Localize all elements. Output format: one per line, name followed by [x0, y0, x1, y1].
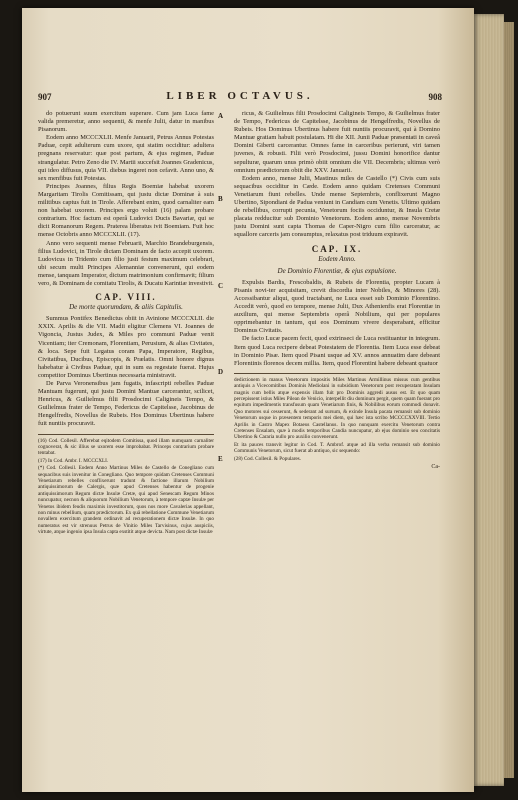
paragraph: Summus Pontifex Benedictus obiit in Avinione MCCCXLII. die XXIX. Aprilis & die VII. Madii eligitur Clemens VI. Joannes de Vigoncia, Justus Judex, & Miles pro communi Paduæ venit Vicentiam; iter Cremonam, Florentiam, Perusium, & alias Civitates, & loca. Sepe fuit Legatus coram Papa, Imperatore, Regibus, Civitatibus, Ducibus, Episcopis, & Prælatis. Omni honore dignus habebatur à Civibus Paduæ, qui in sum ea regestate fuerat. Hujus competitor Dominus Ubertinus necessaria ministravit.	[38, 315, 214, 379]
margin-letters	[216, 110, 230, 510]
paragraph: do potuerunt suum exercitum superare. Cum jam Luca fame valida premeretur, anno sequenti, & menfe Julii, datur in manibus Pisanorum.	[38, 110, 214, 134]
footnote: dedictionem in manus Venetorum impositis Miles Martinus Armillinus missus cum gentibus antiquis a Vicecomitibus Dominis Mediolani in subsidium Venetorum post recuperatam Insulam magnis cum bellis atque expensis illam fuit pro Dominis aggredi ausus est. Et quo quam percepissent istius Miles Pilean de Venicio, interpellit diu dominum pergit, quem quam fuerant pro equitum impedimentis transfusum quam Venetiarum finis, & Nobilibus eorum commodi donavit. Quo motores sui cesserunt, & sederant ad sursum, & exinde Insula pacata remansit sub dominio Venetorum usque in præsentem temporis mei diem, qui hæc ista scribo MCCCCXXVIII. Tertio Aprilis in Castro Mapex Botaeus Castellanus. In quo nunquam exercitu Venetorum contra Cretenses Ensalam, quæ à modis temporibus Candia nuncupatur, ab ejus dominio seu concitatis Ubertino & Cararia nullo pro auxilio convenerunt.	[234, 376, 440, 441]
running-title: LIBER OCTAVUS.	[166, 90, 314, 102]
footnote: (17) In Cod. Ambr. I. MCCCXLI.	[38, 457, 109, 464]
chapter-subtitle-2: De Dominio Florentiæ, & ejus expulsione.	[277, 266, 397, 275]
paragraph: De facto Lucæ pacem fecit, quod extrinseci de Luca restituantur in integrum. Item quod Luca recipere debeat Potestatem de Florentia. Item Luca esse debeat in Dominio Pisæ. Item quod Pisani usque ad XV. annos annuatim dare debeant Florentinis florenos decem millia. Item, quod Florentini habere debeant quatuor	[234, 335, 440, 367]
page-number-left: 907	[38, 92, 52, 102]
paragraph: Principes Joannes, filius Regis Boemiæ habebat uxorem Margaritam Tirolis Comitissam, qui justu dictæ Dominæ à suis militibus captus fuit in Tirole. Afferebant enim, quod carnaliter eam non habebat uxorem. Principes ergo voluit (16) palam probare contrarium. Hoc factum est operâ Ludovici Ducis Bavariæ, qui se dicit Romanorum Regem. Praterea liberatus ivit Boemiam. Fuit hoc mense Octobris anno MCCCXLII. (17).	[38, 182, 214, 239]
running-header	[38, 90, 442, 106]
chapter-heading: CAP. IX.	[311, 243, 363, 254]
paragraph: Anno vero sequenti mense Februarii, Marchio Brandeburgensis, filius Ludovici, in Tirole dictam Dominam de facto accepit uxorem. Ludovicus in Tridento cum filio justi festum maximum celebrari, ubi secum multi Principes Alemanniæ convenerunt, qui eodem mense, tanquam Imperator, dictum matrimonium confirmavit; filium vero, & Dominam de comitatu Tirolis, & Ducatu Karintiæ investivit.	[38, 239, 214, 287]
margin-letter: E	[218, 455, 223, 463]
paragraph: Eodem anno MCCCXLII. Menfe Januarii, Petrus Annus Potestas Paduæ, cepit adulterum cum uxore, qui statim occiditur: adultera pregnans reservatur: quæ post partum, & ejus regimen, Paduæ strangulatur. Petro Zeno die IV. Martii succefsit Joannes Gradenicus, qui ideo diffusus, quia VII. diebus ingeret non cefavit. Anno uno, & sex menfibus fuit Potestas.	[38, 134, 214, 182]
footnote: (*) Cod. Collesil. Eodem Anno Martinus Miles de Castello de Conegliano cum sequacibus suis invenitur in Conegliano. Quo tempore quidam Cretenses Communi Venetiarum rebelles conflixerunt tradunt & factione illarum Nobilium antiquissimorum de Calergis, quæ apud Cretenses habentur de progenie antiquissimorum Regum dictæ Insulæ Cretæ, qui apud Senescam Regum Minos nuncupatur, necnon & aliquorum Nobilium Venetorum, à tempore captæ Insulæ per Venetos ibidem feudis maximis investitorum, quos nos more Cavalerias appellant, non minus rebellium, quam prædictorum. Ex quâ rebellatione Commune Venetiarum novallem exercitum grandem ordinavit ad recuperationem dictæ Insulæ. In quo numeratus est vir strenuus Petrus de Vinitio Miles Tarvisinus, cujus auspiciis, virtute, atque ingenio ipsa Insula capta exstitit atque devicta. Nam post dictæ Insulæ	[38, 465, 214, 536]
paragraph: ricus, & Guilielmus filii Prosdocimi Caligineis Tempo, & Guilielmus frater de Tempo, Federicus de Capitelsse, Jacobinus de Hengelfredis, Novellus de Rubeis. Hos Dominus Ubertinus habere fuit nuntiis procuravit, qui à Domino Mantuæ gratiam habuit postulatam. Hi die XII. Junii Paduæ præsentati in caveâ Domini Giberti carcerantur. Omnes fame in carceribus perierunt, viri tamen juvenes, & robusti. Filii verò Prosdocimi, jussu Domini honorifice dantur sepulturæ, quarum unus primò obiit omnium die VII. Decembris; ultimus verò omnium prædictorum obiit die XXV. Januarii.	[234, 110, 440, 174]
page-number-right: 908	[428, 92, 442, 102]
right-column	[234, 110, 440, 782]
paragraph: Eodem anno, mense Julii, Mastinus miles de Castello (*) Civis cum suis sequacibus occiditur in Cæde. Eodem anno quidam Cretenses Communi Venetiarum fiunt rebelles. Unde mense Septembris, conflixerunt Magno Ubertino, Sipondiani de Padua veniunt in Candiam cum Venetis. Ultimo quidam de rebellibus, corrupti pecunia, Venetorum fociis occiduntur, & Insula Cretæ placata redducitur sub Dominio Venetorum. Eodem anno, mense Novembris justu Domini sunt capta Thomas de Caper-Nigro cum filio carceratur, ac squallore carceris jam consumptus, relaxatus post triduum expiravit.	[234, 174, 440, 239]
footnotes	[38, 434, 214, 536]
footnote: (16) Cod. Collesil. Afferebat eqitodem Comitissa, quod illam numquam carnaliter cognoverat, & sic illius se uxorem esse improbabat. Princeps contrarium probare tentabat.	[38, 437, 214, 457]
book-cover-edge	[504, 22, 514, 778]
paragraph: Expulsis Bardis, Frescobaldis, & Rubeis de Florentia, propter Lucam à Pisanis novi-ter acquisitam, crevit discordia inter Nobiles, & Minores (28). Accessibantur aliqui, quod tractabant, ne Luca esset sub Dominio Florentino. Accedit verò, quod eo tempore, mense Julii, Dux Athenienfis erat Florentiæ in auxilium, qui mense Septembris operâ Nobilium, qui per populares opprimebantur in tantum, qui eos Dominum vivere desperabant, efficitur Dominus Civitatis.	[234, 278, 440, 335]
chapter-heading: CAP. VIII.	[95, 292, 157, 303]
chapter-subtitle: De morte quorumdam, & aliis Capitulis.	[69, 303, 183, 312]
paragraph: De Parva Veronensibus jam fugatis, infascripti rebelles Paduæ Mantuam fugerunt, qui justu Domini Mantuæ carcerantur, scilicet, Henricus, & Guilielmus filii Prosdocimi Caligineis Tempo, & Guilielmus frater de Tempo, Federicus de Capitelsse, Jacobinus de Hengelfredis, Novellus de Rubeis. Hos Dominus Ubertinus habere fuit nuntiis procuravit.	[38, 380, 214, 428]
chapter-subtitle: Eodem Anno.	[318, 254, 356, 263]
catchword: Ca-	[431, 464, 440, 471]
page-edges	[474, 14, 504, 786]
margin-letter: C	[218, 282, 224, 290]
left-column	[38, 110, 214, 782]
margin-letter: D	[218, 368, 224, 376]
footnote: (28) Cod. Collesil. & Populares.	[234, 455, 302, 462]
margin-letter: B	[218, 195, 223, 203]
footnotes	[234, 373, 440, 462]
margin-letter: A	[218, 112, 224, 120]
footnote: Et ita pauces transvit legitur in Cod. T. Ambrof. atque ad illa verba remansit sub dominio Communis Venetorum, sicut fuerat ab antiquo, sic sequendo:	[234, 441, 440, 455]
